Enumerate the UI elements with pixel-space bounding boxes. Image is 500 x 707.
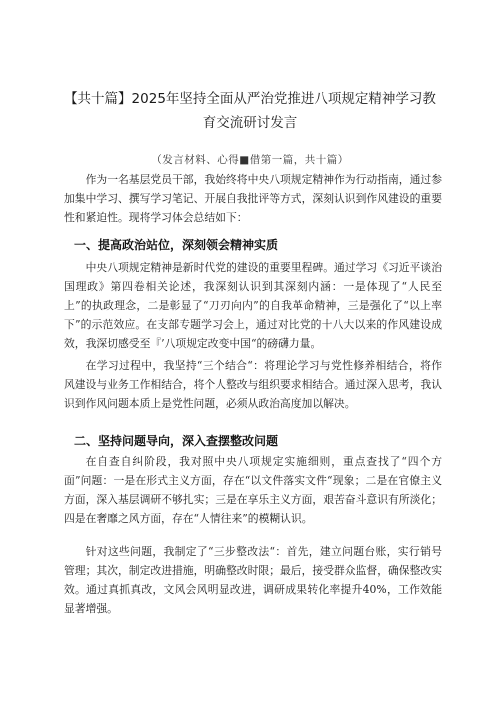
section-2-heading: 二、坚持问题导向，深入查摆整改问题 [74,434,279,448]
section-1-heading: 一、提高政治站位，深刻领会精神实质 [74,238,279,252]
section-2-paragraph-1: 在自查自纠阶段，我对照中央八项规定实施细则，重点查找了“四个方面”问题：一是在形式主义方面，存在“以文件落实文件“现象；二是在官僚主义方面，深入基层调研不够扎实；三是在享乐主义方面，艰苦奋斗意识有所淡化；四是在奢靡之风方面，存在“人情往来”的模糊认识。 [64,455,442,525]
document-subtitle: （发言材料、心得■借第一篇，共十篇） [151,154,349,166]
document-title-line-1: 【共十篇】2025年坚持全面从严治党推进八项规定精神学习教 [64,91,436,107]
section-2-paragraph-2: 针对这些问题，我制定了“三步整改法“：首先，建立问题台账，实行销号管理；其次，制定改进措施，明确整改时限；最后，接受群众监督，确保整改实效。通过真抓真改，文风会风明显改进，调研成果转化率提升40%，工作效能显著增强。 [64,545,442,615]
section-1-paragraph-1: 中央八项规定精神是新时代党的建设的重要里程碑。通过学习《习近平谈治国理政》第四卷相关论述，我深刻认识到其深刻内涵：一是体现了“人民至上”的执政理念，二是彰显了“刀刃向内”的自我革命精神，三是强化了“以上率下”的示范效应。在支部专题学习会上，通过对比党的十八大以来的作风建设成效，我深切感受至『’八项规定改变中国“的磅礴力量。 [64,261,442,350]
document-title-line-2: 育交流研讨发言 [202,115,298,131]
intro-paragraph: 作为一名基层党员干部，我始终将中央八项规定精神作为行动指南，通过参加集中学习、撰写学习笔记、开展自我批评等方式，深刻认识到作风建设的重要性和紧迫性。现将学习体会总结如下： [64,173,442,224]
section-1-paragraph-2: 在学习过程中，我坚持“三个结合“：将理论学习与党性修养相结合，将作风建设与业务工作相结合，将个人整改与组织要求相结合。通过深入思考，我认识到作风问题本质上是党性问题，必须从政治高度加以解决。 [64,359,442,410]
